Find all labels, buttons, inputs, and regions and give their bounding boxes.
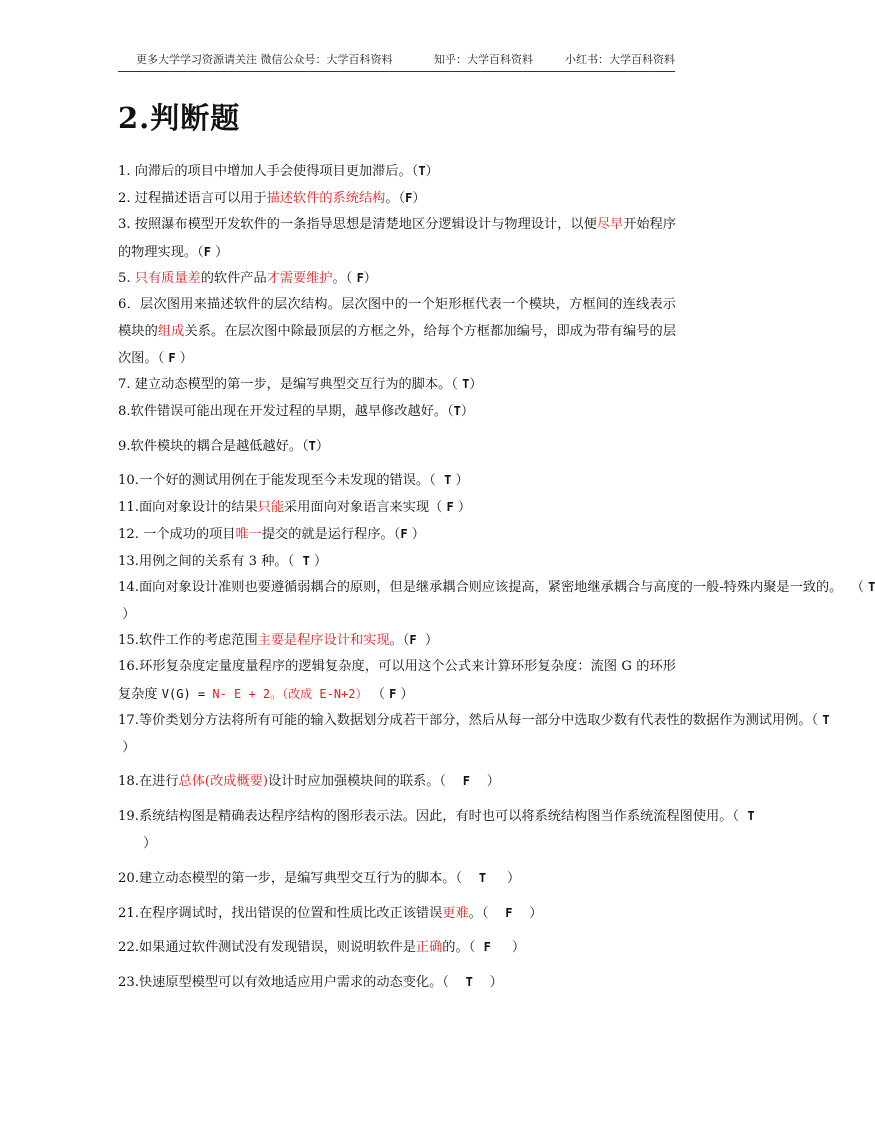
answer-mark: F — [446, 500, 454, 514]
question-11: 11.面向对象设计的结果只能采用面向对象语言来实现（ F ） — [118, 500, 472, 515]
question-3: 3. 按照瀑布模型开发软件的一条指导思想是清楚地区分逻辑设计与物理设计，以便尽早开始程序的物理实现。（F ） — [118, 217, 677, 260]
answer-mark: T — [868, 580, 875, 594]
header-zhihu-text: 知乎：大学百科资料 — [434, 53, 533, 66]
answer-mark: F — [389, 686, 397, 701]
highlighted-phrase: 描述软件的系统结构 — [266, 191, 386, 206]
page-header — [118, 51, 675, 69]
answer-mark: T — [478, 871, 487, 885]
answer-mark: F — [405, 191, 413, 205]
answer-mark: T — [302, 554, 310, 568]
highlighted-phrase: 尽早 — [596, 217, 624, 232]
highlighted-phrase: 唯一 — [235, 527, 262, 542]
answer-mark: T — [418, 164, 426, 178]
question-9: 9.软件模块的耦合是越低越好。（T） — [118, 439, 330, 454]
question-23: 23.快速原型模型可以有效地适应用户需求的动态变化。（ T ） — [118, 975, 503, 990]
question-12: 12. 一个成功的项目唯一提交的就是运行程序。（F ） — [118, 527, 425, 542]
highlighted-phrase: N- E + 2。（改成 E-N+2） — [212, 686, 368, 701]
question-20: 20.建立动态模型的第一步，是编写典型交互行为的脚本。（ T ） — [118, 871, 521, 886]
highlighted-phrase: 才需要维护 — [266, 271, 333, 286]
question-1: 1. 向滞后的项目中增加人手会使得项目更加滞后。（T） — [118, 164, 439, 179]
highlighted-phrase: 组成 — [157, 323, 185, 339]
answer-mark: F — [462, 774, 470, 788]
question-5: 5. 只有质量差的软件产品才需要维护。（ F） — [118, 271, 377, 286]
answer-mark: T — [444, 473, 452, 487]
answer-mark: F — [203, 244, 211, 259]
answer-mark: F — [483, 940, 491, 954]
question-18: 18.在进行总体(改成概要)设计时应加强模块间的联系。（ F ） — [118, 774, 500, 789]
highlighted-phrase: 更难 — [442, 906, 469, 921]
question-22: 22.如果通过软件测试没有发现错误，则说明软件是正确的。（ F ） — [118, 940, 526, 955]
answer-mark: T — [308, 439, 316, 453]
highlighted-phrase: 只能 — [257, 500, 285, 515]
answer-mark: T — [453, 404, 461, 418]
question-7: 7. 建立动态模型的第一步，是编写典型交互行为的脚本。（ T） — [118, 377, 483, 392]
header-xiaohongshu-text: 小红书：大学百科资料 — [565, 53, 675, 66]
answer-mark: T — [747, 809, 755, 823]
answer-mark: T — [465, 975, 473, 989]
question-14: 14.面向对象设计准则也要遵循弱耦合的原则，但是继承耦合则应该提高，紧密地继承耦合与高度的一般-特殊内聚是一致的。 （ T ） — [118, 580, 875, 622]
highlighted-phrase: 只有质量差 — [134, 271, 201, 286]
highlighted-phrase: 总体(改成概要) — [178, 774, 268, 789]
answer-mark: F — [168, 351, 176, 365]
question-8: 8.软件错误可能出现在开发过程的早期，越早修改越好。（T） — [118, 404, 475, 419]
highlighted-phrase: 正确 — [415, 940, 443, 955]
answer-mark: F — [356, 271, 364, 285]
header-divider — [118, 71, 675, 72]
question-21: 21.在程序调试时，找出错误的位置和性质比改正该错误更难。（ F ） — [118, 906, 543, 921]
question-2: 2. 过程描述语言可以用于描述软件的系统结构。（F） — [118, 191, 426, 206]
question-19: 19.系统结构图是精确表达程序结构的图形表示法。因此，有时也可以将系统结构图当作系统流程图使用。（ T ） — [118, 809, 755, 851]
question-15: 15.软件工作的考虑范围主要是程序设计和实现。（F ） — [118, 633, 439, 648]
formula-text: V(G) = — [161, 686, 213, 701]
answer-mark: T — [822, 713, 830, 727]
answer-mark: F — [400, 527, 408, 541]
highlighted-phrase: 主要是程序设计和实现 — [257, 633, 390, 648]
header-wechat-text: 更多大学学习资源请关注 微信公众号：大学百科资料 — [136, 53, 393, 66]
section-title: 2.判断题 — [118, 101, 241, 135]
question-17: 17.等价类划分方法将所有可能的输入数据划分成若干部分，然后从每一部分中选取少数有代表性的数据作为测试用例。（ T ） — [118, 713, 830, 755]
question-10: 10.一个好的测试用例在于能发现至今未发现的错误。（ T ） — [118, 473, 469, 488]
answer-mark: F — [505, 906, 513, 920]
question-13: 13.用例之间的关系有 3 种。（ T ） — [118, 554, 328, 569]
answer-mark: F — [409, 633, 417, 647]
question-16: 16.环形复杂度定量度量程序的逻辑复杂度，可以用这个公式来计算环形复杂度：流图 G 的环形复杂度 V(G) = N- E + 2。（改成 E-N+2） （ F ） — [118, 659, 676, 702]
answer-mark: T — [462, 377, 470, 391]
question-6: 6．层次图用来描述软件的层次结构。层次图中的一个矩形框代表一个模块，方框间的连线表示模块的组成关系。在层次图中除最顶层的方框之外，给每个方框都加编号，即成为带有编号的层次图。（ F ） — [118, 297, 677, 366]
